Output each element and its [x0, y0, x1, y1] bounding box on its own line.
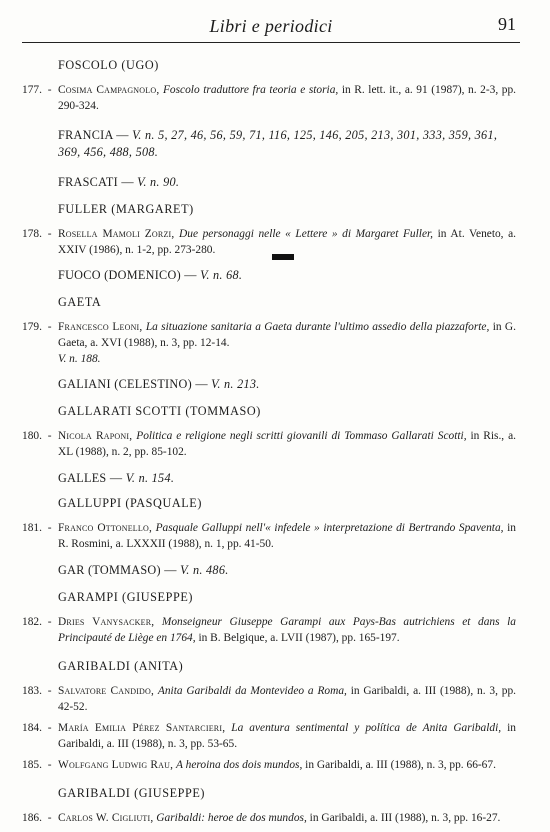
entry-title: Anita Garibaldi da Montevideo a Roma,: [157, 685, 347, 697]
entry-see-also: V. n. 188.: [58, 353, 101, 365]
entry-author: Rosella Mamoli Zorzi,: [58, 228, 175, 240]
entry-title: Garibaldi: heroe de dos mundos,: [156, 812, 307, 824]
entry-author: Franco Ottonello,: [58, 522, 153, 534]
bibliography-entry: [22, 428, 520, 460]
entry-number: 180. -: [22, 430, 52, 442]
entry-number: 178. -: [22, 228, 52, 240]
subject-heading: FOSCOLO (UGO): [58, 58, 159, 72]
subject-heading: GARAMPI (GIUSEPPE): [58, 590, 194, 604]
entry-author: Carlos W. Cigliuti,: [58, 812, 154, 824]
entry-number: 177. -: [22, 84, 52, 96]
bibliography-entry: [22, 720, 520, 752]
entry-author: María Emilia Pérez Santarcieri,: [58, 722, 226, 734]
running-title: Libri e periodici: [209, 16, 333, 36]
entry-author: Salvatore Candido,: [58, 685, 155, 697]
entry-number: 185. -: [22, 759, 52, 771]
entry-text: [58, 319, 520, 367]
cross-reference: FRANCIA — V. n. 5, 27, 46, 56, 59, 71, 116, 125, 146, 205, 213, 301, 333, 359, 361, 369, 456, 488, 508.: [58, 128, 498, 159]
entry-title: La situazione sanitaria a Gaeta durante l'ultimo assedio della piazzaforte,: [145, 321, 490, 333]
entry-source: in G. Gaeta, a. XVI (1988), n. 3, pp. 12-14.: [58, 321, 516, 349]
entry-author: Cosima Campagnolo,: [58, 84, 160, 96]
xref-numbers: V. n. 5, 27, 46, 56, 59, 71, 116, 125, 146, 205, 213, 301, 333, 359, 361, 369, 456, 488, 508.: [58, 128, 498, 159]
entry-title: Foscolo traduttore fra teoria e storia,: [162, 84, 339, 96]
xref-heading: FRASCATI: [58, 175, 118, 189]
xref-numbers: V. n. 90.: [137, 175, 180, 189]
entry-source: in R. lett. it., a. 91 (1987), n. 2-3, pp. 290-324.: [58, 84, 516, 112]
entry-source: in Garibaldi, a. III (1988), n. 3, pp. 53-65.: [58, 722, 516, 750]
xref-heading: GALLES: [58, 471, 107, 485]
subject-heading: FULLER (MARGARET): [58, 202, 194, 216]
entry-source: in Ris., a. XL (1988), n. 2, pp. 85-102.: [58, 430, 516, 458]
entry-number: 186. -: [22, 812, 52, 824]
bibliography-entry: [22, 757, 520, 773]
subject-heading: GAETA: [58, 295, 102, 309]
page-header: [22, 6, 520, 43]
entry-author: Wolfgang Ludwig Rau,: [58, 759, 174, 771]
bibliography-entry: [22, 319, 520, 367]
entry-text: [58, 810, 520, 826]
cross-reference: GALIANI (CELESTINO) — V. n. 213.: [58, 377, 260, 391]
xref-heading: GALIANI (CELESTINO): [58, 377, 192, 391]
entry-text: [58, 520, 520, 552]
entry-text: [58, 428, 520, 460]
entry-title: La aventura sentimental y política de Anita Garibaldi,: [231, 722, 502, 734]
entry-title: Monseigneur Giuseppe Garampi aux Pays-Bas autrichiens et dans la Principauté de Liège en 1764,: [58, 616, 516, 644]
subject-heading: GARIBALDI (GIUSEPPE): [58, 786, 206, 800]
entry-text: [58, 720, 520, 752]
entry-source: in Garibaldi, a. III (1988), n. 3, pp. 16-27.: [309, 812, 501, 824]
entry-title: Pasquale Galluppi nell'« infedele » interpretazione di Bertrando Spaventa,: [155, 522, 504, 534]
entry-text: [58, 614, 520, 646]
entry-number: 182. -: [22, 616, 52, 628]
xref-heading: FRANCIA: [58, 128, 113, 142]
subject-heading: GALLUPPI (PASQUALE): [58, 496, 203, 510]
entry-text: [58, 757, 520, 773]
xref-numbers: V. n. 486.: [180, 563, 229, 577]
xref-numbers: V. n. 68.: [200, 268, 243, 282]
bibliography-entry: [22, 520, 520, 552]
entry-number: 181. -: [22, 522, 52, 534]
entry-text: [58, 82, 520, 114]
entry-source: in B. Belgique, a. LVII (1987), pp. 165-197.: [198, 632, 400, 644]
entry-title: A heroina dos dois mundos,: [176, 759, 303, 771]
entry-text: [58, 226, 520, 258]
entry-number: 179. -: [22, 321, 52, 333]
subject-heading: GARIBALDI (ANITA): [58, 659, 184, 673]
bibliography-entry: [22, 226, 520, 258]
entry-source: in Garibaldi, a. III (1988), n. 3, pp. 66-67.: [305, 759, 496, 771]
entry-source: in Garibaldi, a. III (1988), n. 3, pp. 42-52.: [58, 685, 516, 713]
entry-source: in R. Rosmini, a. LXXXII (1988), n. 1, pp. 41-50.: [58, 522, 516, 550]
bibliography-entry: [22, 683, 520, 715]
subject-heading: GALLARATI SCOTTI (TOMMASO): [58, 404, 261, 418]
bibliography-list: [22, 54, 520, 826]
entry-source: in At. Veneto, a. XXIV (1986), n. 1-2, pp. 273-280.: [58, 228, 517, 256]
cross-reference: GAR (TOMMASO) — V. n. 486.: [58, 563, 229, 577]
bibliography-entry: [22, 82, 520, 114]
cross-reference: FRASCATI — V. n. 90.: [58, 175, 180, 189]
entry-number: 184. -: [22, 722, 52, 734]
entry-author: Francesco Leoni,: [58, 321, 143, 333]
xref-numbers: V. n. 154.: [125, 471, 175, 485]
cross-reference: GALLES — V. n. 154.: [58, 471, 175, 485]
entry-number: 183. -: [22, 685, 52, 697]
cross-reference: FUOCO (DOMENICO) — V. n. 68.: [58, 268, 243, 282]
bibliography-entry: [22, 810, 520, 826]
bibliography-entry: [22, 614, 520, 646]
entry-author: Nicola Raponi,: [58, 430, 133, 442]
entry-title: Due personaggi nelle « Lettere » di Margaret Fuller,: [179, 228, 434, 240]
xref-heading: GAR (TOMMASO): [58, 563, 161, 577]
entry-text: [58, 683, 520, 715]
xref-heading: FUOCO (DOMENICO): [58, 268, 181, 282]
entry-title: Politica e religione negli scritti giovanili di Tommaso Gallarati Scotti,: [136, 430, 467, 442]
xref-numbers: V. n. 213.: [211, 377, 260, 391]
entry-author: Dries Vanysacker,: [58, 616, 155, 628]
page-number: 91: [498, 14, 516, 34]
